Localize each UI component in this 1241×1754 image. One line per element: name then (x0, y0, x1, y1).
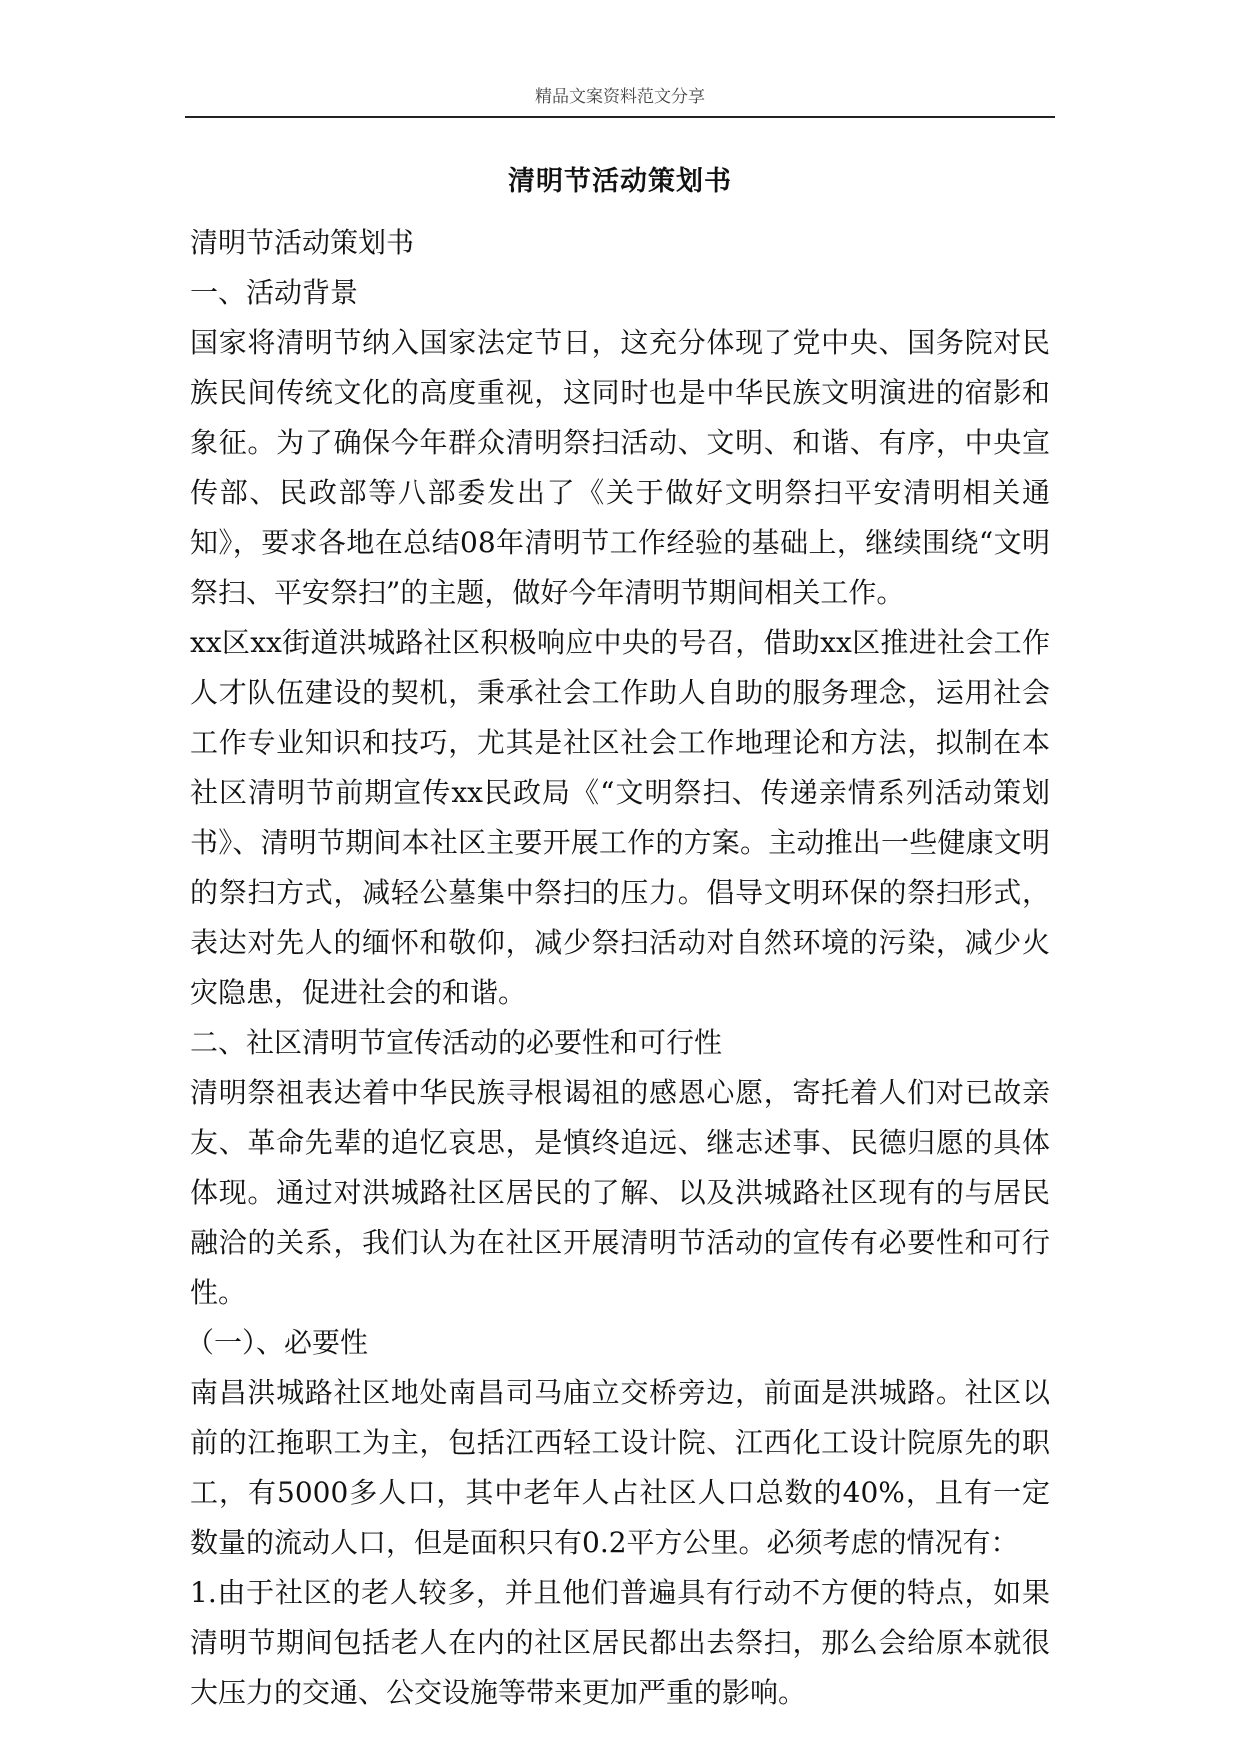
paragraph-background-2: xx区xx街道洪城路社区积极响应中央的号召，借助xx区推进社会工作人才队伍建设的契机，秉承社会工作助人自助的服务理念，运用社会工作专业知识和技巧，尤其是社区社会工作地理论和方法，拟制在本社区清明节前期宣传xx民政局《“文明祭扫、传递亲情系列活动策划书》、清明节期间本社区主要开展工作的方案。主动推出一些健康文明的祭扫方式，减轻公墓集中祭扫的压力。倡导文明环保的祭扫形式，表达对先人的缅怀和敬仰，减少祭扫活动对自然环境的污染，减少火灾隐患，促进社会的和谐。 (190, 626, 1050, 1009)
header-text: 精品文案资料范文分享 (535, 87, 705, 107)
paragraph-necessity-intro: 清明祭祖表达着中华民族寻根谒祖的感恩心愿，寄托着人们对已故亲友、革命先辈的追忆哀思，是慎终追远、继志述事、民德归愿的具体体现。通过对洪城路社区居民的了解、以及洪城路社区现有的与居民融洽的关系，我们认为在社区开展清明节活动的宣传有必要性和可行性。 (190, 1076, 1050, 1309)
document-body (186, 218, 1050, 1718)
paragraph-community-situation: 南昌洪城路社区地处南昌司马庙立交桥旁边，前面是洪城路。社区以前的江拖职工为主，包括江西轻工设计院、江西化工设计院原先的职工，有5000多人口，其中老年人占社区人口总数的40%，且有一定数量的流动人口，但是面积只有0.2平方公里。必须考虑的情况有： (190, 1376, 1050, 1559)
subsection-heading-necessity: （一）、必要性 (186, 1326, 369, 1359)
document-title: 清明节活动策划书 (508, 166, 732, 197)
section-heading-necessity: 二、社区清明节宣传活动的必要性和可行性 (190, 1026, 723, 1059)
paragraph-subtitle: 清明节活动策划书 (190, 226, 415, 259)
paragraph-background-1: 国家将清明节纳入国家法定节日，这充分体现了党中央、国务院对民族民间传统文化的高度重视，这同时也是中华民族文明演进的宿影和象征。为了确保今年群众清明祭扫活动、文明、和谐、有序，中央宣传部、民政部等八部委发出了《关于做好文明祭扫平安清明相关通知》，要求各地在总结08年清明节工作经验的基础上，继续围绕“文明祭扫、平安祭扫”的主题，做好今年清明节期间相关工作。 (190, 326, 1050, 609)
paragraph-point-1: 1.由于社区的老人较多，并且他们普遍具有行动不方便的特点，如果清明节期间包括老人在内的社区居民都出去祭扫，那么会给原本就很大压力的交通、公交设施等带来更加严重的影响。 (190, 1576, 1050, 1709)
section-heading-background: 一、活动背景 (190, 276, 359, 309)
page-header (185, 84, 1055, 118)
